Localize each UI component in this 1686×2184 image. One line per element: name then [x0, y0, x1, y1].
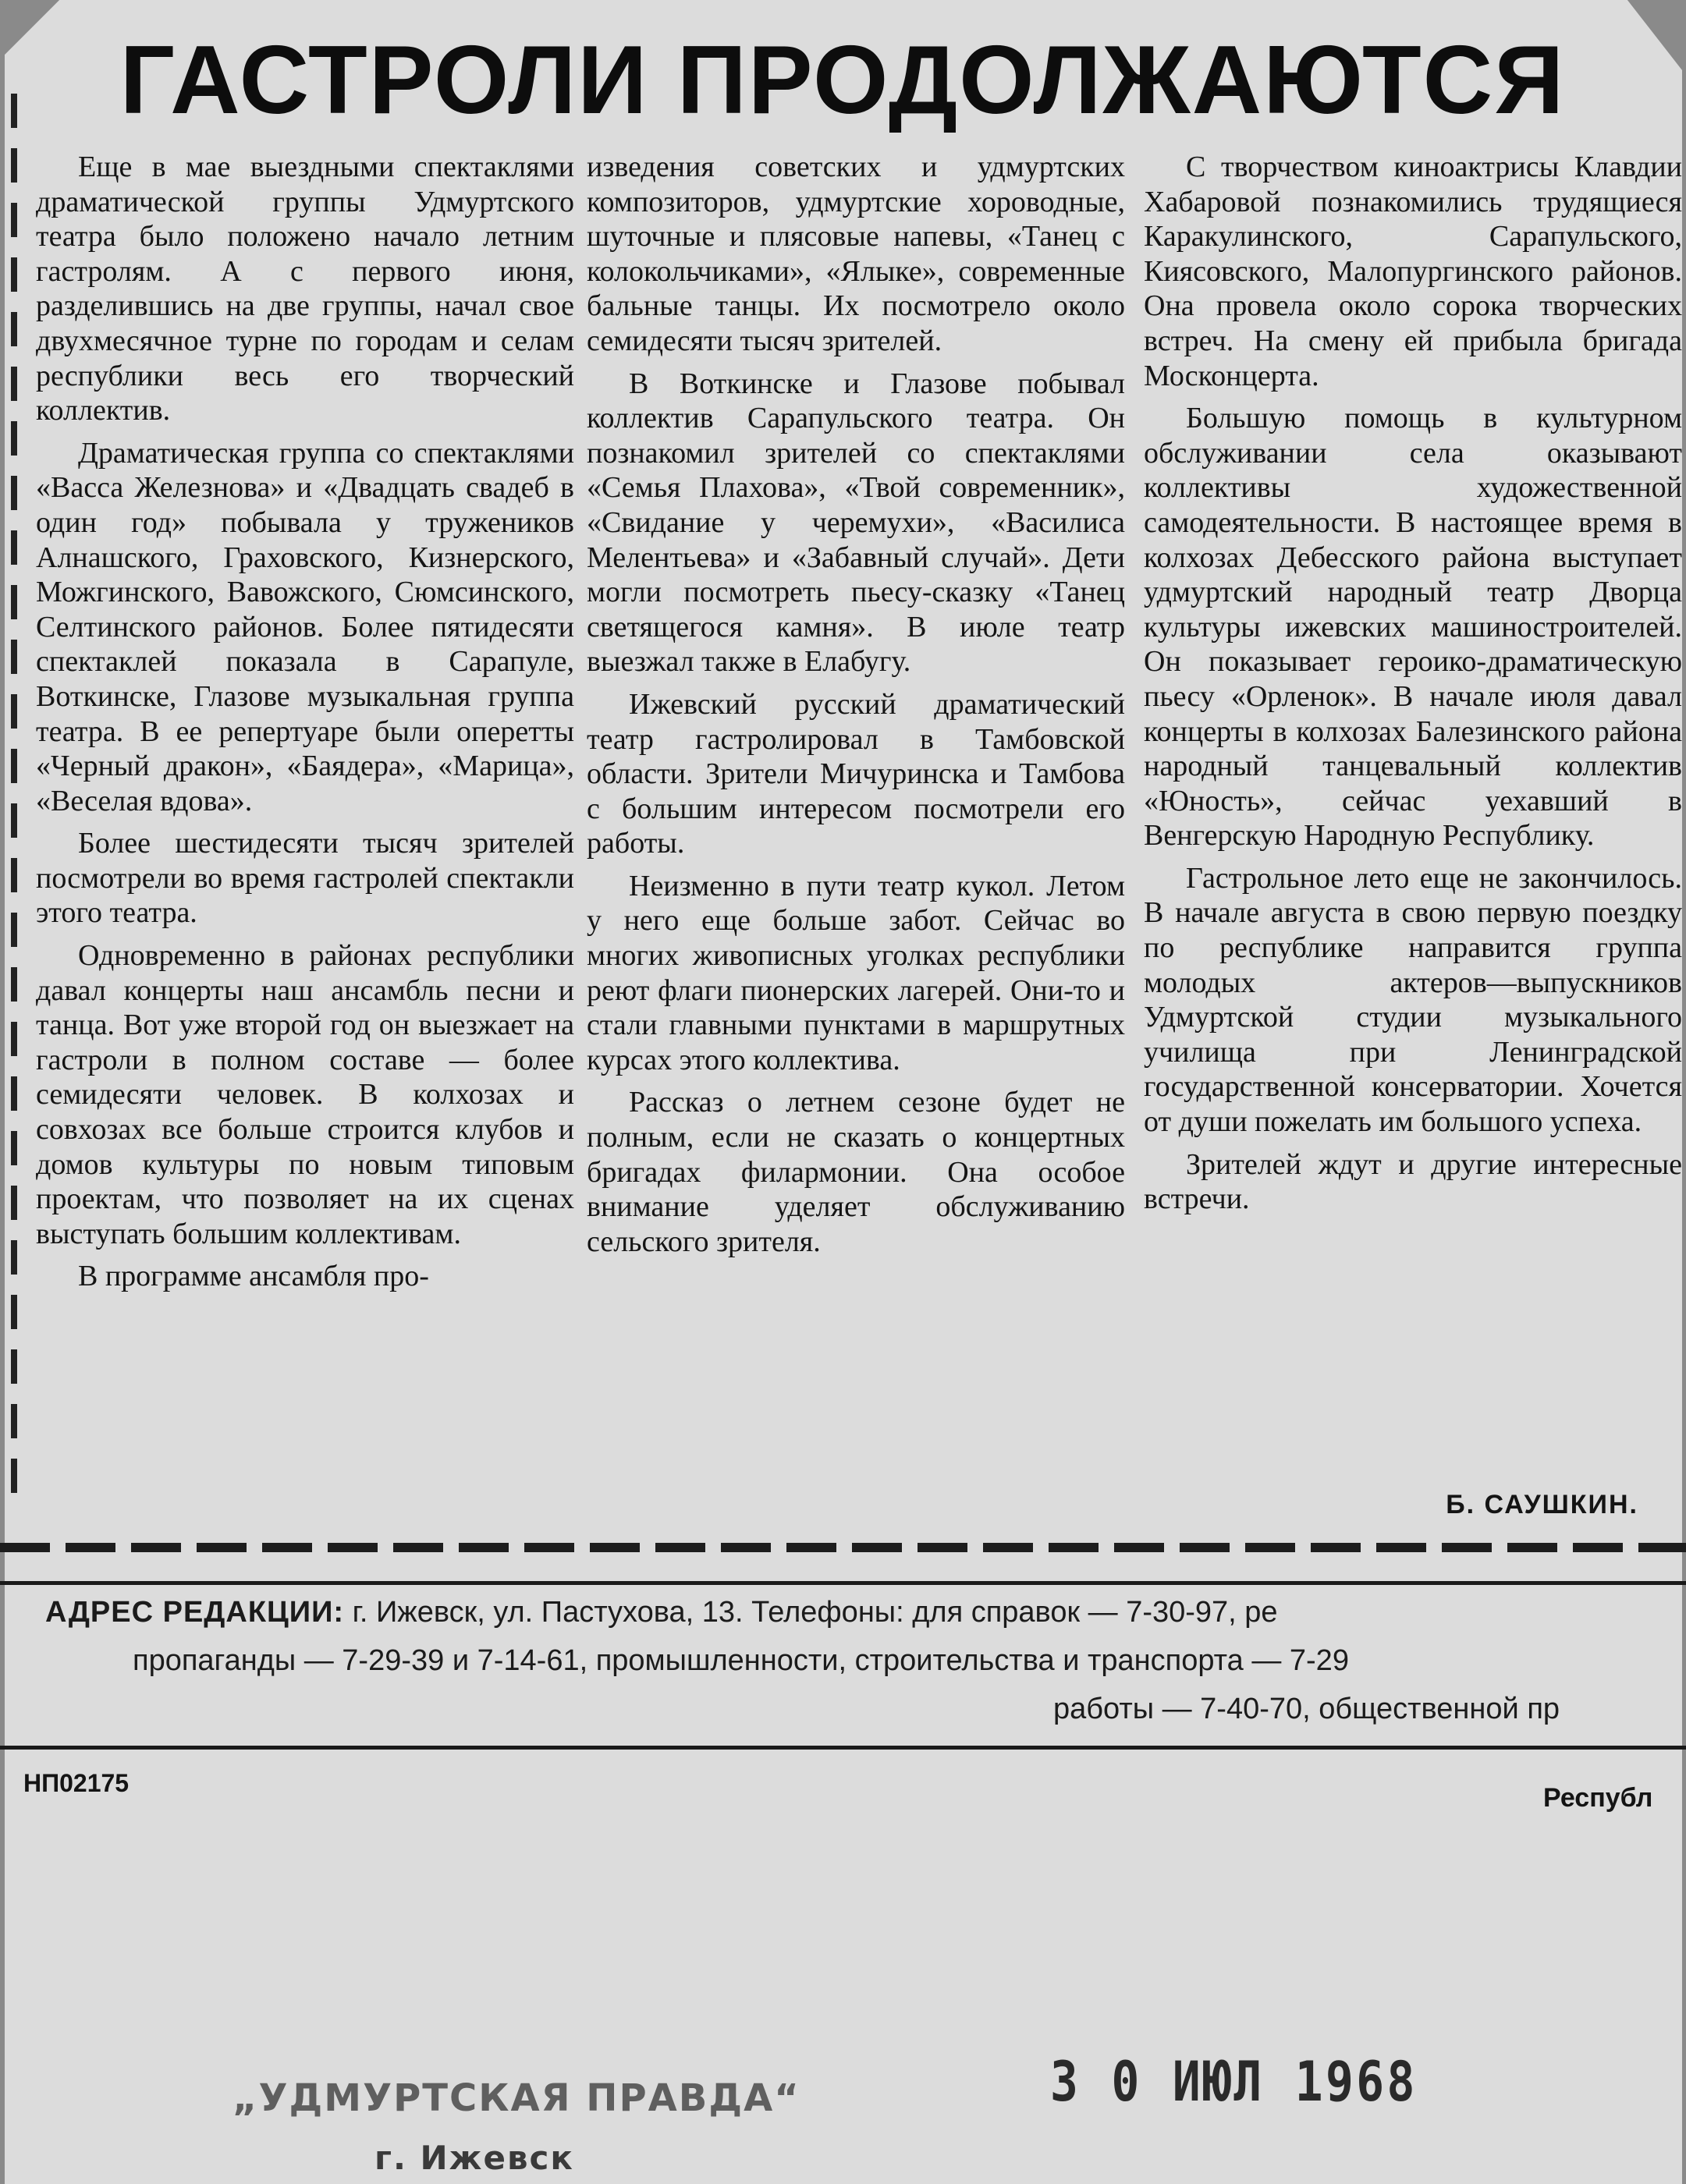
article-column-2 — [587, 150, 1125, 1267]
paragraph: Большую помощь в культурном обслуживании села оказывают коллективы художественной самодеятельности. В настоящее время в колхозах Дебесского района выступает удмуртский народный театр Дворца культуры ижевских машиностроителей. Он показывает героико-драматическую пьесу «Орленок». В начале июля давал концерты в колхозах Балезинского района народный танцевальный коллектив «Юность», сейчас уехавший в Венгерскую Народную Республику. — [1144, 402, 1682, 853]
paragraph: Зрителей ждут и другие интересные встречи. — [1144, 1147, 1682, 1216]
editorial-address — [0, 1596, 1686, 1744]
divider-line — [0, 1581, 1686, 1585]
paragraph: С творчеством киноактрисы Клавдии Хабаровой познакомились трудящиеся Каракулинского, Сарапульского, Киясовского, Малопургинского районов. Она провела около сорока творческих встреч. На смену ей прибыла бригада Москонцерта. — [1144, 151, 1682, 392]
date-stamp: 3 0 ИЮЛ 1968 — [1050, 2050, 1418, 2114]
paragraph: изведения советских и удмуртских композиторов, удмуртские хороводные, шуточные и плясовые напевы, «Танец с колокольчиками», «Ялыке», современные бальные танцы. Их посмотрело около семидесяти тысяч зрителей. — [587, 151, 1125, 357]
address-line-3: работы — 7-40-70, общественной пр — [1053, 1693, 1560, 1725]
paragraph: Более шестидесяти тысяч зрителей посмотрели во время гастролей спектакли этого театра. — [36, 827, 574, 930]
paragraph: В программе ансамбля про- — [78, 1260, 429, 1293]
article-column-3 — [1144, 150, 1682, 1225]
author-signature: Б. САУШКИН. — [1446, 1490, 1638, 1519]
dashed-divider — [0, 1543, 1686, 1552]
paragraph: Неизменно в пути театр кукол. Летом у него еще больше забот. Сейчас во многих живописных уголках республики реют флаги пионерских лагерей. Они-то и стали главными пунктами в маршрутных курсах этого коллектива. — [587, 869, 1125, 1076]
address-label: АДРЕС РЕДАКЦИИ: — [45, 1596, 345, 1629]
article-column-1 — [36, 150, 574, 1302]
paragraph: Рассказ о летнем сезоне будет не полным, если не сказать о концертных бригадах филармонии. Она особое внимание уделяет обслуживанию сельского зрителя. — [587, 1086, 1125, 1258]
paragraph: Драматическая группа со спектаклями «Васса Железнова» и «Двадцать свадеб в один год» побывала у тружеников Алнашского, Граховского, Кизнерского, Можгинского, Вавожского, Сюмсинского, Селтинского районов. Более пятидесяти спектаклей показала в Сарапуле, Воткинске, Глазове музыкальная группа театра. В ее репертуаре были оперетты «Черный дракон», «Баядера», «Марица», «Веселая вдова». — [36, 436, 574, 817]
article-headline: ГАСТРОЛИ ПРОДОЛЖАЮТСЯ — [119, 27, 1566, 134]
paragraph: Гастрольное лето еще не закончилось. В начале августа в свою первую поездку по республике направится группа молодых актеров—выпускников Удмуртской студии музыкального училища при Ленинградской государственной консерватории. Хочется от души пожелать им большого успеха. — [1144, 861, 1682, 1139]
divider-line — [0, 1746, 1686, 1750]
column-marker-bar — [11, 94, 19, 1544]
address-line-1 — [45, 1596, 1278, 1629]
republic-label: Республ — [1543, 1783, 1653, 1813]
paragraph: В Воткинске и Глазове побывал коллектив Сарапульского театра. Он познакомил зрителей со спектаклями «Семья Плахова», «Твой современник», «Свидание у черемухи», «Василиса Мелентьева» и «Забавный случай». Дети могли посмотреть пьесу-сказку «Танец светящегося камня». В июле театр выезжал также в Елабугу. — [587, 367, 1125, 679]
paragraph: Ижевский русский драматический театр гастролировал в Тамбовской области. Зрители Мичуринска и Тамбова с большим интересом посмотрели его работы. — [587, 687, 1125, 860]
paragraph: Еще в мае выездными спектаклями драматической группы Удмуртского театра было положено начало летним гастролям. А с первого июня, разделившись на две группы, начал свое двухмесячное турне по городам и селам республики весь его творческий коллектив. — [36, 151, 574, 427]
city-stamp: г. Ижевск — [374, 2139, 574, 2177]
paragraph: Одновременно в районах республики давал концерты наш ансамбль песни и танца. Вот уже второй год он выезжает на гастроли в полном составе — более семидесяти человек. В колхозах и совхозах все больше строится клубов и домов культуры по новым типовым проектам, что позволяет на их сценах выступать большим коллективам. — [36, 939, 574, 1250]
address-line-2: пропаганды — 7-29-39 и 7-14-61, промышленности, строительства и транспорта — 7-29 — [133, 1644, 1349, 1677]
print-code: НП02175 — [23, 1769, 130, 1797]
address-text: г. Ижевск, ул. Пастухова, 13. Телефоны: для справок — 7-30-97, ре — [352, 1596, 1278, 1629]
newspaper-stamp: „УДМУРТСКАЯ ПРАВДА“ — [232, 2076, 800, 2120]
